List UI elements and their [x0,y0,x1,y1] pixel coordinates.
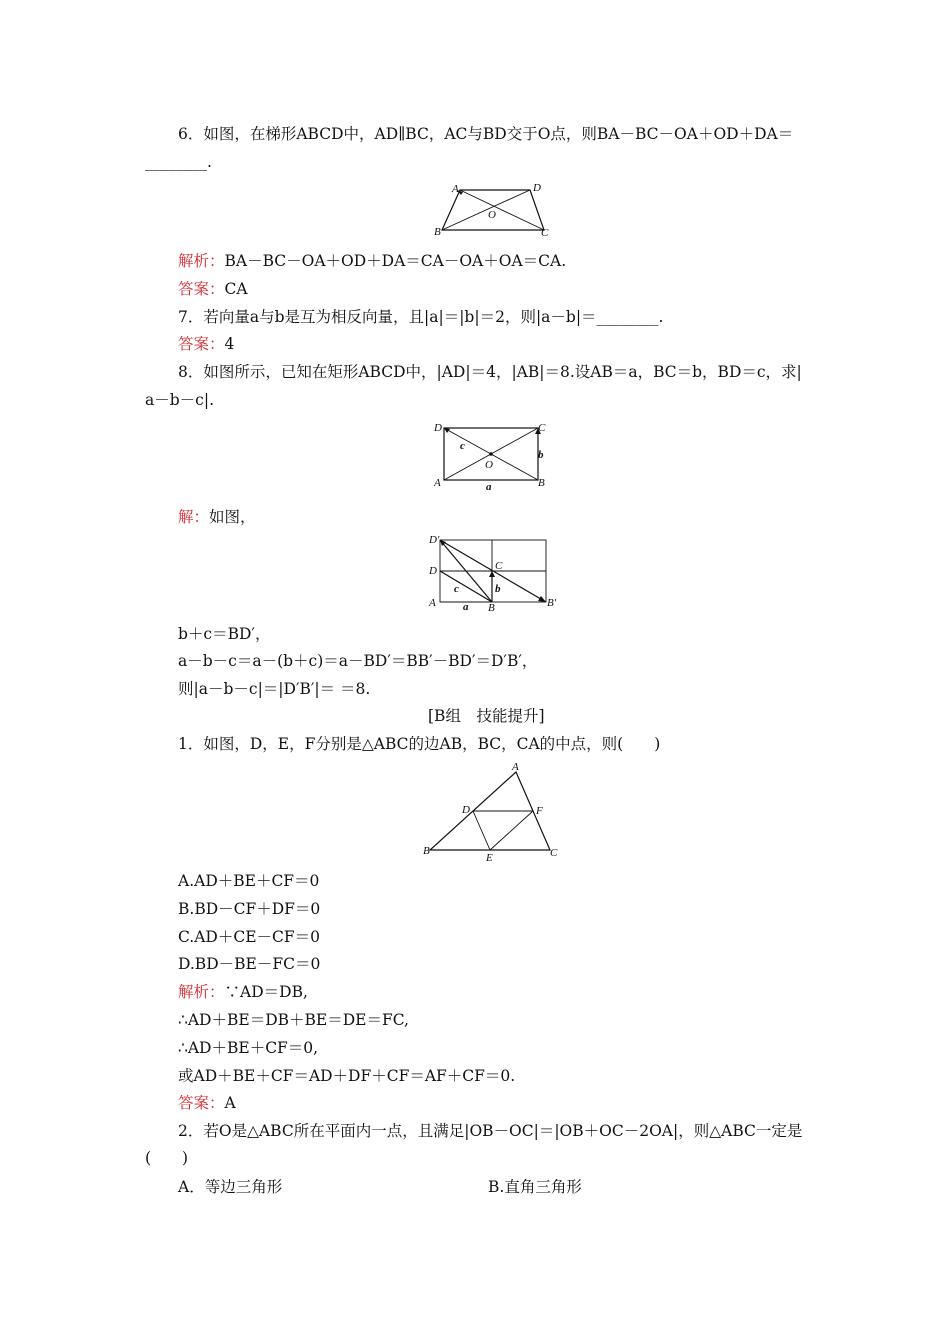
answer-text: A [224,1094,236,1112]
label-a: a [486,481,492,490]
b2-text-cont: ( ) [145,1149,189,1167]
label-C: C [495,560,503,572]
q7-text: 7．若向量a与b是互为相反向量，且|a|＝|b|＝2，则|a－b|＝________. [178,308,664,326]
label-D: D [462,804,470,816]
extended-rectangle-figure [426,532,566,612]
label-a: a [463,601,469,612]
label-D: D [429,565,437,577]
q6-analysis [178,251,566,271]
solution-intro: 如图， [209,508,256,526]
answer-label: 答案： [178,280,225,298]
label-D-prime: D′ [429,534,440,546]
label-C: C [541,227,549,239]
label-B: B [488,602,495,612]
label-A: A [434,477,441,489]
label-A: A [452,183,459,195]
label-B-prime: B′ [547,597,557,609]
label-D: D [434,422,442,434]
triangle-figure [418,760,568,866]
b1-option-c: C.AD＋CE－CF＝0 [178,928,321,946]
b2-option-b: B.直角三角形 [488,1178,582,1196]
q8-text: 8．如图所示，已知在矩形ABCD中，|AD|＝4，|AB|＝8.设AB＝a，BC＝b，BD＝c，求| [178,363,802,381]
label-D: D [533,182,541,194]
b1-answer [178,1093,236,1113]
b1-analysis [178,982,308,1002]
q7-answer [178,334,234,354]
trapezoid-figure [428,180,558,242]
label-C: C [538,422,546,434]
label-B: B [538,477,545,489]
label-O: O [488,209,496,221]
rectangle-figure [430,418,550,490]
answer-text: CA [224,280,248,298]
answer-text: 4 [224,335,235,353]
analysis-label: 解析： [178,983,225,1001]
analysis-label: 解析： [178,252,225,270]
analysis-line-1: ∵AD＝DB, [224,983,308,1001]
answer-label: 答案： [178,1094,225,1112]
b2-option-a: A．等边三角形 [178,1178,283,1196]
b2-text: 2．若O是△ABC所在平面内一点，且满足|OB－OC|＝|OB＋OC－2OA|，则△ABC一定是 [178,1122,803,1140]
label-B: B [423,845,430,857]
section-b-heading: [B组 技能提升] [428,707,545,725]
label-A: A [429,597,436,609]
analysis-line-2: ∴AD＋BE＝DB＋BE＝DE＝FC, [178,1011,409,1029]
q6-blank: ________. [145,153,212,171]
label-E: E [486,852,493,864]
q6-text: 6．如图，在梯形ABCD中，AD∥BC，AC与BD交于O点，则BA－BC－OA＋OD＋DA＝ [178,125,794,143]
q8-step2: a－b－c＝a－(b＋c)＝a－BD′＝BB′－BD′＝D′B′， [178,652,538,670]
label-O: O [485,459,493,471]
analysis-line-4: 或AD＋BE＋CF＝AD＋DF＋CF＝AF＋CF＝0. [178,1067,516,1085]
b1-option-a: A.AD＋BE＋CF＝0 [178,872,320,890]
analysis-line-3: ∴AD＋BE＋CF＝0, [178,1039,319,1057]
label-c: c [454,583,459,595]
q8-text-cont: a－b－c|. [145,391,214,409]
label-A: A [512,761,519,773]
q8-step3: 则|a－b－c|＝|D′B′|＝ ＝8. [178,680,371,698]
label-B: B [434,226,441,238]
label-b: b [538,449,544,461]
q6-answer [178,279,248,299]
b1-text: 1．如图，D，E，F分别是△ABC的边AB，BC，CA的中点，则( ) [178,735,661,753]
b1-option-b: B.BD－CF＋DF＝0 [178,900,321,918]
label-C: C [550,847,558,859]
label-c: c [460,440,465,452]
b1-option-d: D.BD－BE－FC＝0 [178,955,321,973]
answer-label: 答案： [178,335,225,353]
analysis-text: BA－BC－OA＋OD＋DA＝CA－OA＋OA＝CA. [224,252,567,270]
solution-label: 解： [178,508,210,526]
q8-step1: b＋c＝BD′， [178,625,271,643]
label-b: b [495,583,501,595]
label-F: F [536,805,543,817]
q8-solution [178,507,256,527]
